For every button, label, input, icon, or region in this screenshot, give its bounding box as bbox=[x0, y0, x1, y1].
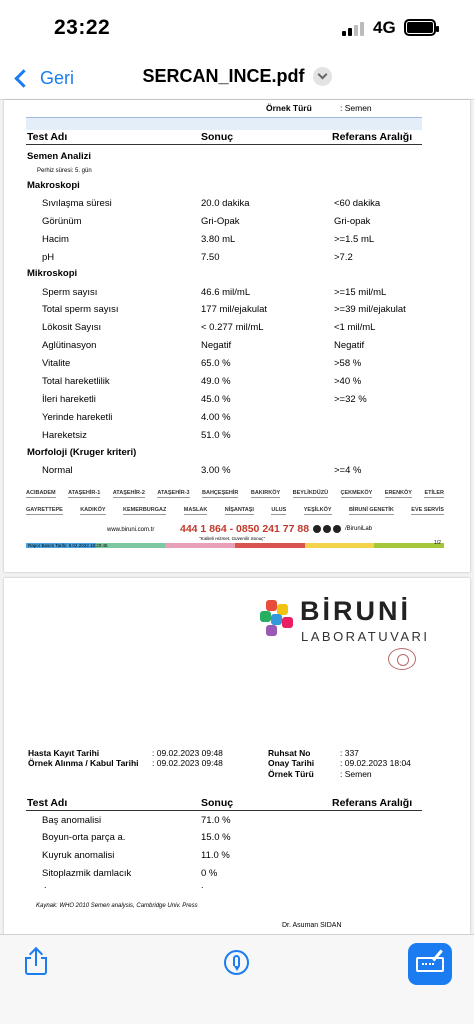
info-label: Örnek Türü bbox=[268, 769, 314, 779]
phone-numbers: 444 1 864 - 0850 241 77 88 bbox=[180, 523, 310, 535]
row-result: 3.00 % bbox=[201, 465, 231, 476]
info-label: Ruhsat No bbox=[268, 748, 311, 758]
row-ref: >=4 % bbox=[334, 465, 362, 476]
header-band bbox=[26, 117, 422, 130]
section-title: Semen Analizi bbox=[27, 151, 92, 162]
row-result: 65.0 % bbox=[201, 358, 231, 369]
row-name: Aglütinasyon bbox=[42, 340, 97, 351]
row-name: Sperm sayısı bbox=[42, 287, 98, 298]
col-test-header: Test Adı bbox=[27, 131, 68, 143]
row-name: Sıvılaşma süresi bbox=[42, 198, 112, 209]
row-name: pH bbox=[42, 252, 55, 263]
info-label: Örnek Alınma / Kabul Tarihi bbox=[28, 758, 139, 768]
status-time: 23:22 bbox=[54, 16, 111, 39]
row-result: 20.0 dakika bbox=[201, 198, 250, 209]
social-icons bbox=[313, 525, 372, 533]
branch-name: ÇEKMEKÖY bbox=[340, 490, 373, 496]
row-name: Total sperm sayısı bbox=[42, 304, 119, 315]
file-name: SERCAN_INCE.pdf bbox=[142, 66, 305, 86]
branch-name: ACIBADEM bbox=[26, 490, 56, 496]
row-result: Negatif bbox=[201, 340, 232, 351]
row-result: 46.6 mil/mL bbox=[201, 287, 251, 298]
facebook-icon bbox=[313, 525, 321, 533]
row-ref: >58 % bbox=[334, 358, 362, 369]
branch-name: GAYRETTEPE bbox=[26, 507, 63, 513]
branch-name: BAHÇEŞEHİR bbox=[202, 490, 239, 496]
row-name: Total hareketlilik bbox=[42, 376, 110, 387]
cellular-signal-icon bbox=[342, 22, 366, 36]
twitter-icon bbox=[333, 525, 341, 533]
markup-icon[interactable] bbox=[224, 950, 249, 975]
source-note: Kaynak: WHO 2010 Semen analysis, Cambridge Univ. Press bbox=[36, 903, 198, 909]
row-result: 45.0 % bbox=[201, 394, 231, 405]
sample-type-value: : Semen bbox=[340, 103, 372, 113]
row-ref: >=1.5 mL bbox=[334, 234, 375, 245]
row-result: 7.50 bbox=[201, 252, 220, 263]
seal-stamp-icon bbox=[388, 648, 416, 670]
logo-title: BİRUNİ bbox=[300, 596, 411, 626]
row-name: Lökosit Sayısı bbox=[42, 322, 102, 333]
branch-name: BAKIRKÖY bbox=[250, 490, 281, 496]
row-ref: >7.2 bbox=[334, 252, 353, 263]
row-result: 177 mil/ejakulat bbox=[201, 304, 268, 315]
branch-name: KEMERBURGAZ bbox=[122, 507, 167, 513]
branch-name: ETİLER bbox=[424, 490, 444, 496]
row-name: Hacim bbox=[42, 234, 69, 245]
info-label: Hasta Kayıt Tarihi bbox=[28, 748, 100, 758]
bottom-toolbar bbox=[0, 934, 474, 1024]
info-value: : Semen bbox=[340, 769, 372, 779]
status-bar bbox=[0, 0, 474, 56]
color-band-segment bbox=[235, 543, 305, 548]
row-name: İleri hareketli bbox=[42, 394, 96, 405]
row-ref: >=32 % bbox=[334, 394, 367, 405]
pdf-page-1[interactable] bbox=[4, 100, 470, 572]
col-result-header: Sonuç bbox=[201, 131, 234, 143]
placeholder-dot: . bbox=[44, 880, 47, 890]
row-ref: Gri-opak bbox=[334, 216, 371, 227]
placeholder-dot: . bbox=[201, 880, 204, 890]
branch-name: ATAŞEHİR-1 bbox=[68, 490, 101, 496]
pdf-page-2[interactable] bbox=[4, 578, 470, 934]
puzzle-logo-icon bbox=[260, 600, 294, 640]
header-divider bbox=[26, 810, 422, 811]
row-ref: <60 dakika bbox=[334, 198, 381, 209]
row-name: Görünüm bbox=[42, 216, 82, 227]
col-reference-header: Referans Aralığı bbox=[332, 797, 413, 809]
back-label: Geri bbox=[40, 67, 75, 88]
row-ref: <1 mil/mL bbox=[334, 322, 376, 333]
row-name: Boyun-orta parça a. bbox=[42, 832, 126, 843]
row-ref: >=39 mil/ejakulat bbox=[334, 304, 406, 315]
branch-name: MASLAK bbox=[183, 507, 208, 513]
row-ref: >=15 mil/mL bbox=[334, 287, 387, 298]
row-result: Gri-Opak bbox=[201, 216, 240, 227]
color-band-segment bbox=[305, 543, 375, 548]
row-result: 51.0 % bbox=[201, 430, 231, 441]
row-name: Vitalite bbox=[42, 358, 71, 369]
chevron-down-icon[interactable] bbox=[313, 67, 332, 86]
row-result: 15.0 % bbox=[201, 832, 231, 843]
biruni-logo bbox=[260, 596, 430, 666]
row-name: Hareketsiz bbox=[42, 430, 87, 441]
page-number: 1/2 bbox=[434, 540, 441, 546]
branch-name: BİRUNİ GENETİK bbox=[348, 507, 394, 513]
group-mikroskopi: Mikroskopi bbox=[27, 268, 78, 279]
row-name: Baş anomalisi bbox=[42, 815, 102, 826]
info-label: Onay Tarihi bbox=[268, 758, 315, 768]
doctor-name: Dr. Asuman SIDAN bbox=[282, 922, 342, 929]
document-title[interactable] bbox=[0, 66, 474, 87]
col-test-header: Test Adı bbox=[27, 797, 68, 809]
battery-icon bbox=[404, 19, 436, 36]
branch-name: ATAŞEHİR-2 bbox=[112, 490, 145, 496]
row-result: 11.0 % bbox=[201, 850, 230, 861]
info-value: : 337 bbox=[340, 748, 359, 758]
row-result: < 0.277 mil/mL bbox=[201, 322, 264, 333]
row-name: Yerinde hareketli bbox=[42, 412, 113, 423]
branch-name: NİŞANTAŞI bbox=[224, 507, 254, 513]
branch-name: ATAŞEHİR-3 bbox=[157, 490, 190, 496]
info-value: : 09.02.2023 18:04 bbox=[340, 758, 411, 768]
branch-name: KADIKÖY bbox=[80, 507, 106, 513]
fill-sign-icon[interactable] bbox=[408, 943, 452, 985]
row-name: Kuyruk anomalisi bbox=[42, 850, 115, 861]
slogan: "Kaliteli Hizmet, Güvenilir Sonuç" bbox=[199, 536, 265, 541]
branch-name: BEYLİKDÜZÜ bbox=[292, 490, 329, 496]
branch-name: EVE SERVİS bbox=[411, 507, 444, 513]
group-makroskopi: Makroskopi bbox=[27, 180, 80, 191]
col-reference-header: Referans Aralığı bbox=[332, 131, 413, 143]
sample-type-label: Örnek Türü bbox=[266, 103, 312, 113]
color-band-segment bbox=[165, 543, 235, 548]
row-name: Normal bbox=[42, 465, 73, 476]
navigation-bar bbox=[0, 56, 474, 100]
col-result-header: Sonuç bbox=[201, 797, 234, 809]
logo-subtitle: LABORATUVARI bbox=[301, 629, 430, 644]
row-result: 71.0 % bbox=[201, 815, 231, 826]
row-name: Sitoplazmik damlacık bbox=[42, 868, 132, 879]
print-date: Rapor Basım Tarihi: 9.02.2023 18:20:45 bbox=[28, 543, 108, 548]
row-ref: Negatif bbox=[334, 340, 365, 351]
branch-name: ERENKÖY bbox=[384, 490, 412, 496]
row-result: 0 % bbox=[201, 868, 218, 879]
website: www.biruni.com.tr bbox=[107, 527, 155, 533]
row-result: 3.80 mL bbox=[201, 234, 236, 245]
group-morfoloji: Morfoloji (Kruger kriteri) bbox=[27, 447, 137, 458]
row-result: 49.0 % bbox=[201, 376, 231, 387]
social-handle: /BiruniLab bbox=[345, 526, 373, 532]
header-divider bbox=[26, 144, 422, 145]
instagram-icon bbox=[323, 525, 331, 533]
network-type: 4G bbox=[373, 18, 396, 37]
share-icon[interactable] bbox=[22, 947, 50, 977]
row-result: 4.00 % bbox=[201, 412, 231, 423]
info-value: : 09.02.2023 09:48 bbox=[152, 758, 223, 768]
branch-name: YEŞİLKÖY bbox=[303, 507, 332, 513]
branch-name: ULUS bbox=[271, 507, 287, 513]
row-ref: >40 % bbox=[334, 376, 362, 387]
abstinence-note: Perhiz süresi: 5. gün bbox=[37, 168, 92, 174]
info-value: : 09.02.2023 09:48 bbox=[152, 748, 223, 758]
